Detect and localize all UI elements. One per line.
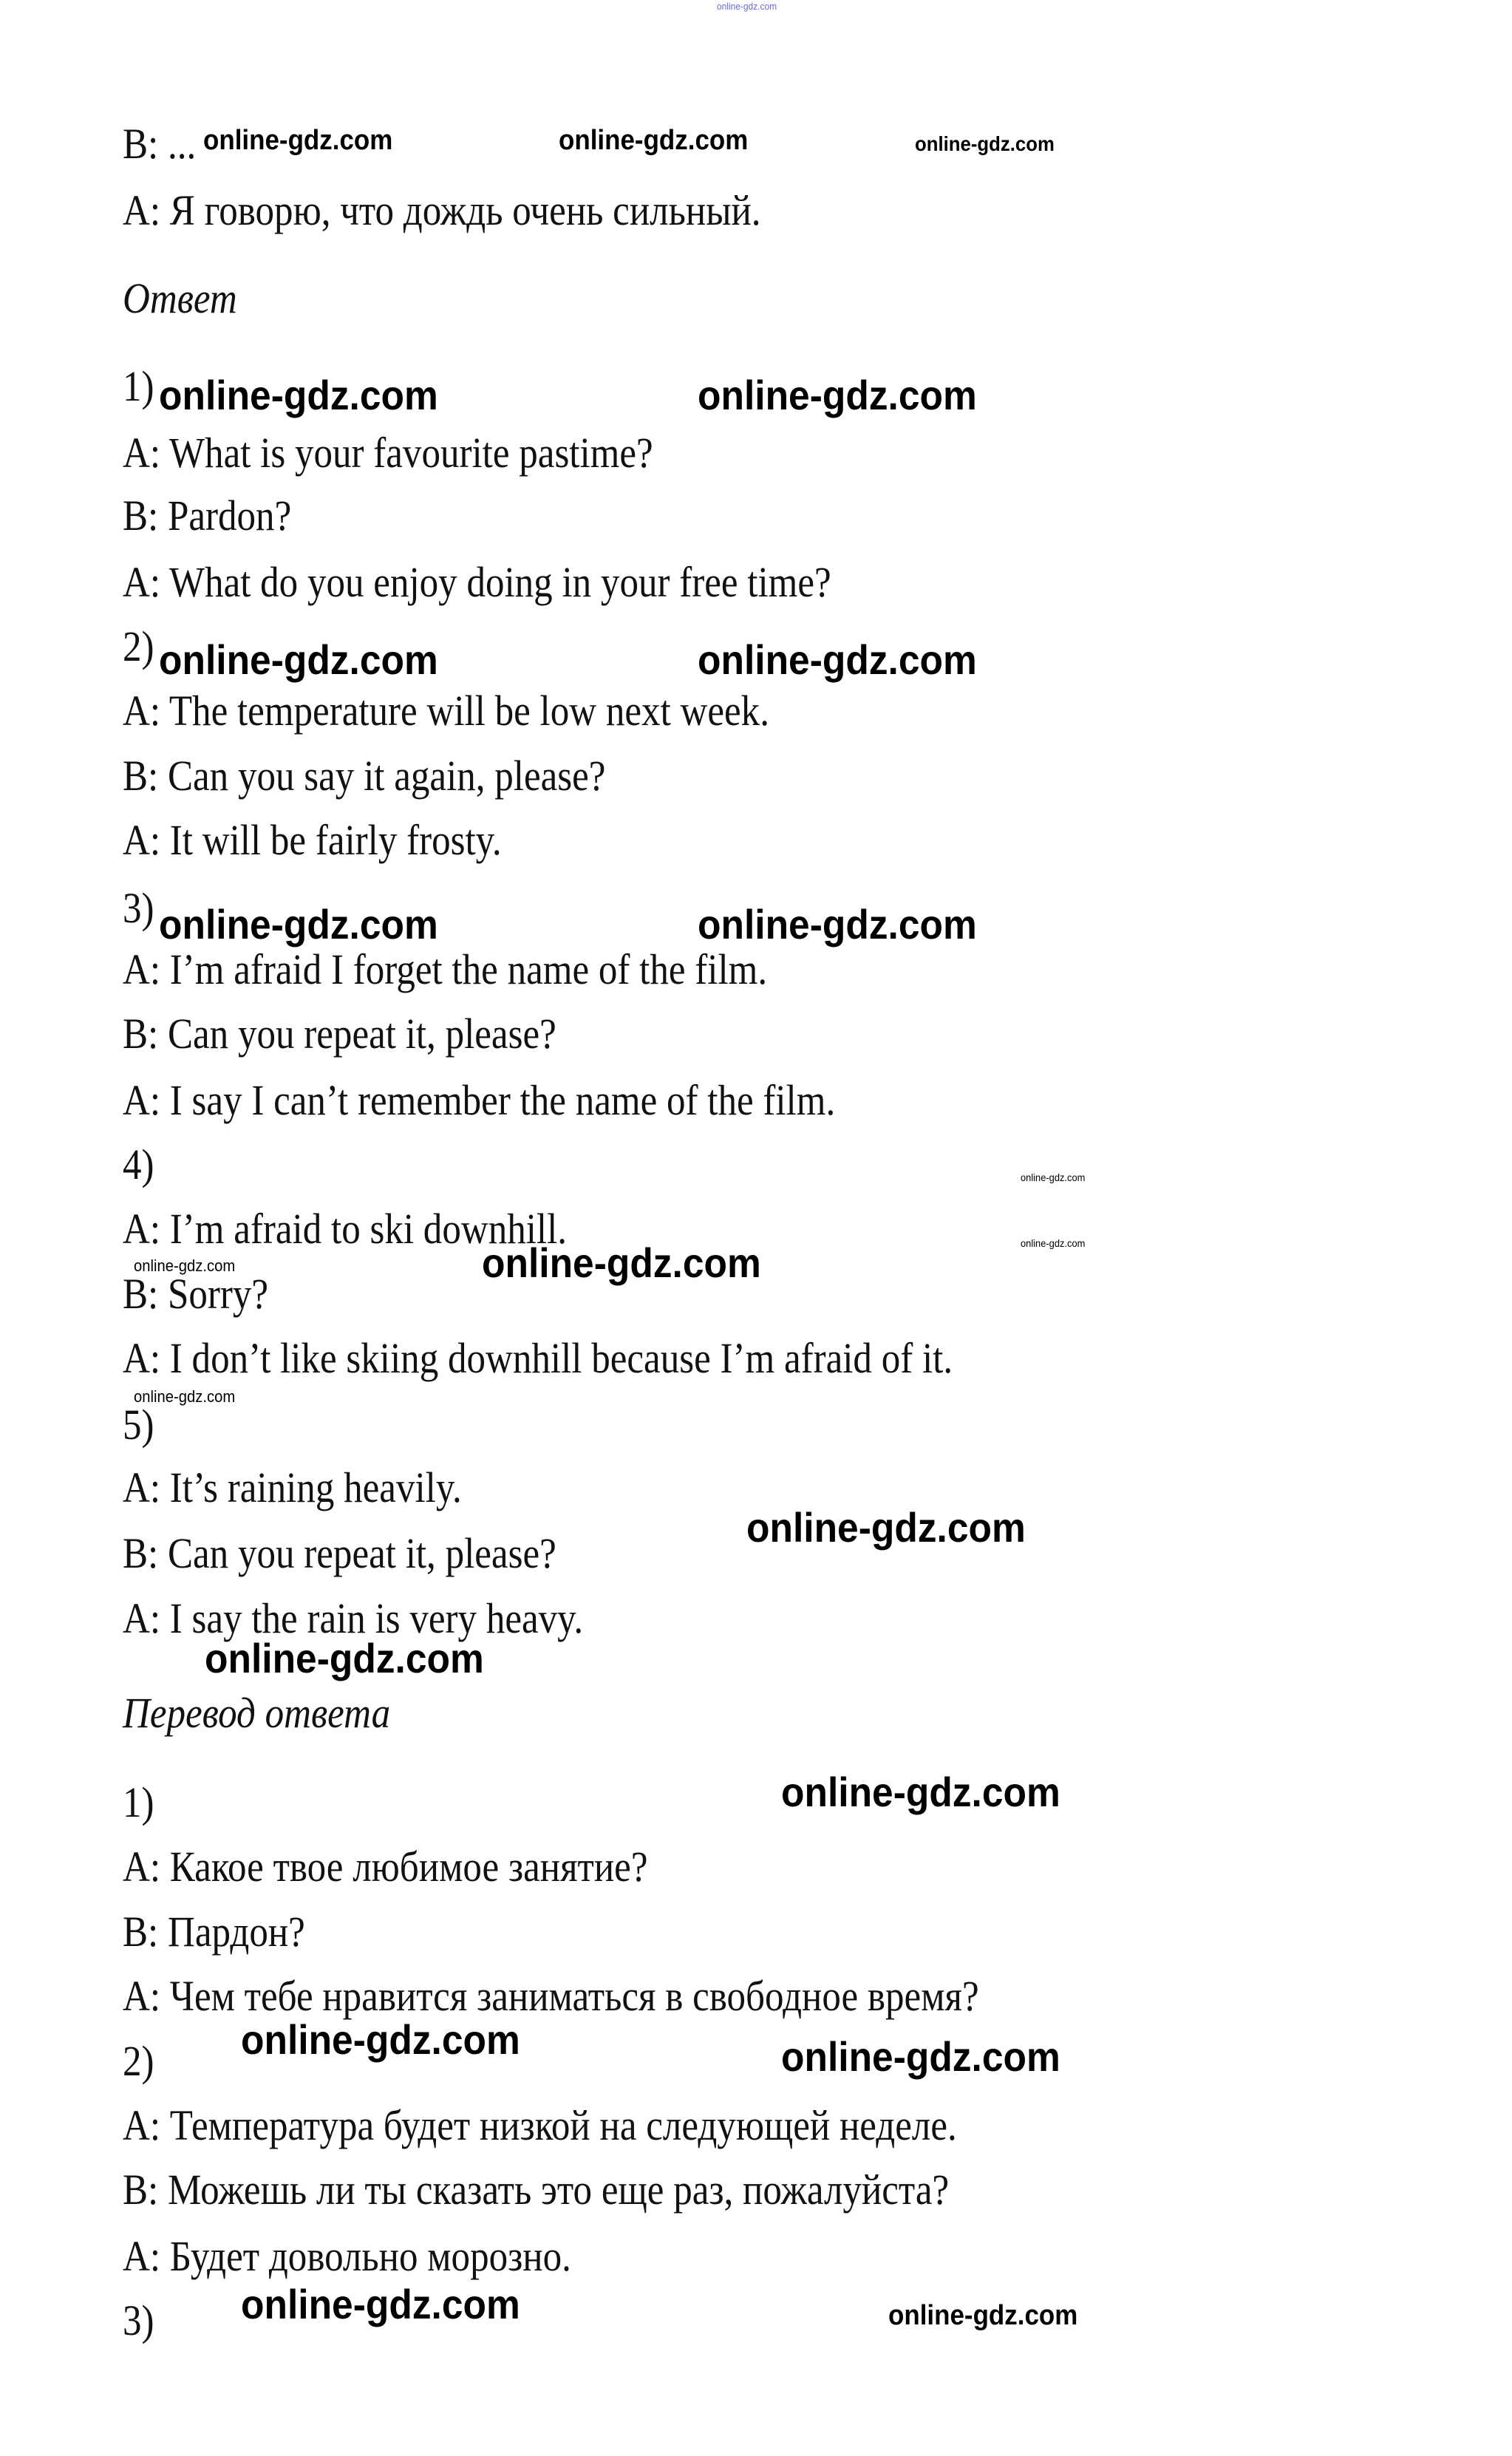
- watermark: online-gdz.com: [159, 901, 438, 948]
- watermark: online-gdz.com: [781, 1769, 1060, 1815]
- item-number: 1): [123, 362, 154, 410]
- dialogue-line: B: Sorry?: [123, 1270, 269, 1318]
- watermark: online-gdz.com: [205, 1635, 484, 1681]
- dialogue-line: A: I say I can’t remember the name of the film.: [123, 1076, 836, 1124]
- dialogue-line: B: ...: [123, 120, 197, 168]
- dialogue-line: A: Какое твое любимое занятие?: [123, 1843, 648, 1891]
- item-number: 5): [123, 1401, 154, 1449]
- dialogue-line: B: Can you say it again, please?: [123, 752, 606, 800]
- watermark: online-gdz.com: [717, 1, 777, 12]
- translation-heading: Перевод ответа: [123, 1689, 391, 1737]
- dialogue-line: A: Я говорю, что дождь очень сильный.: [123, 186, 761, 234]
- watermark: online-gdz.com: [559, 125, 749, 156]
- watermark: online-gdz.com: [159, 372, 438, 418]
- dialogue-line: B: Можешь ли ты сказать это еще раз, пожалуйста?: [123, 2166, 950, 2214]
- watermark: online-gdz.com: [698, 636, 977, 683]
- answer-heading: Ответ: [123, 274, 237, 322]
- watermark: online-gdz.com: [915, 132, 1055, 155]
- watermark: online-gdz.com: [698, 372, 977, 418]
- dialogue-line: A: What is your favourite pastime?: [123, 429, 653, 477]
- watermark: online-gdz.com: [781, 2033, 1060, 2080]
- watermark: online-gdz.com: [159, 636, 438, 683]
- watermark: online-gdz.com: [134, 1387, 236, 1406]
- watermark: online-gdz.com: [203, 125, 393, 156]
- dialogue-line: A: Чем тебе нравится заниматься в свободное время?: [123, 1972, 979, 2020]
- dialogue-line: A: I’m afraid to ski downhill.: [123, 1205, 568, 1253]
- item-number: 4): [123, 1140, 154, 1188]
- dialogue-line: A: The temperature will be low next week.: [123, 687, 769, 735]
- item-number: 3): [123, 884, 154, 932]
- watermark: online-gdz.com: [482, 1239, 761, 1286]
- watermark: online-gdz.com: [698, 901, 977, 948]
- watermark: online-gdz.com: [888, 2300, 1078, 2331]
- dialogue-line: A: It will be fairly frosty.: [123, 816, 502, 864]
- dialogue-line: A: I don’t like skiing downhill because I’m afraid of it.: [123, 1334, 953, 1382]
- item-number: 3): [123, 2296, 154, 2344]
- watermark: online-gdz.com: [241, 2016, 520, 2063]
- dialogue-line: A: Температура будет низкой на следующей неделе.: [123, 2101, 957, 2149]
- item-number: 2): [123, 2037, 154, 2085]
- dialogue-line: A: It’s raining heavily.: [123, 1463, 462, 1511]
- item-number: 2): [123, 622, 154, 670]
- dialogue-line: B: Пардон?: [123, 1908, 305, 1956]
- dialogue-line: A: I say the rain is very heavy.: [123, 1594, 584, 1642]
- dialogue-line: B: Can you repeat it, please?: [123, 1529, 556, 1577]
- watermark: online-gdz.com: [1021, 1171, 1086, 1183]
- watermark: online-gdz.com: [746, 1504, 1026, 1551]
- watermark: online-gdz.com: [241, 2281, 520, 2327]
- dialogue-line: B: Can you repeat it, please?: [123, 1010, 556, 1058]
- watermark: online-gdz.com: [1021, 1237, 1086, 1249]
- dialogue-line: A: Будет довольно морозно.: [123, 2232, 571, 2280]
- item-number: 1): [123, 1778, 154, 1826]
- watermark: online-gdz.com: [134, 1256, 236, 1275]
- dialogue-line: A: I’m afraid I forget the name of the film.: [123, 945, 768, 993]
- dialogue-line: B: Pardon?: [123, 491, 292, 540]
- dialogue-line: A: What do you enjoy doing in your free time?: [123, 558, 831, 606]
